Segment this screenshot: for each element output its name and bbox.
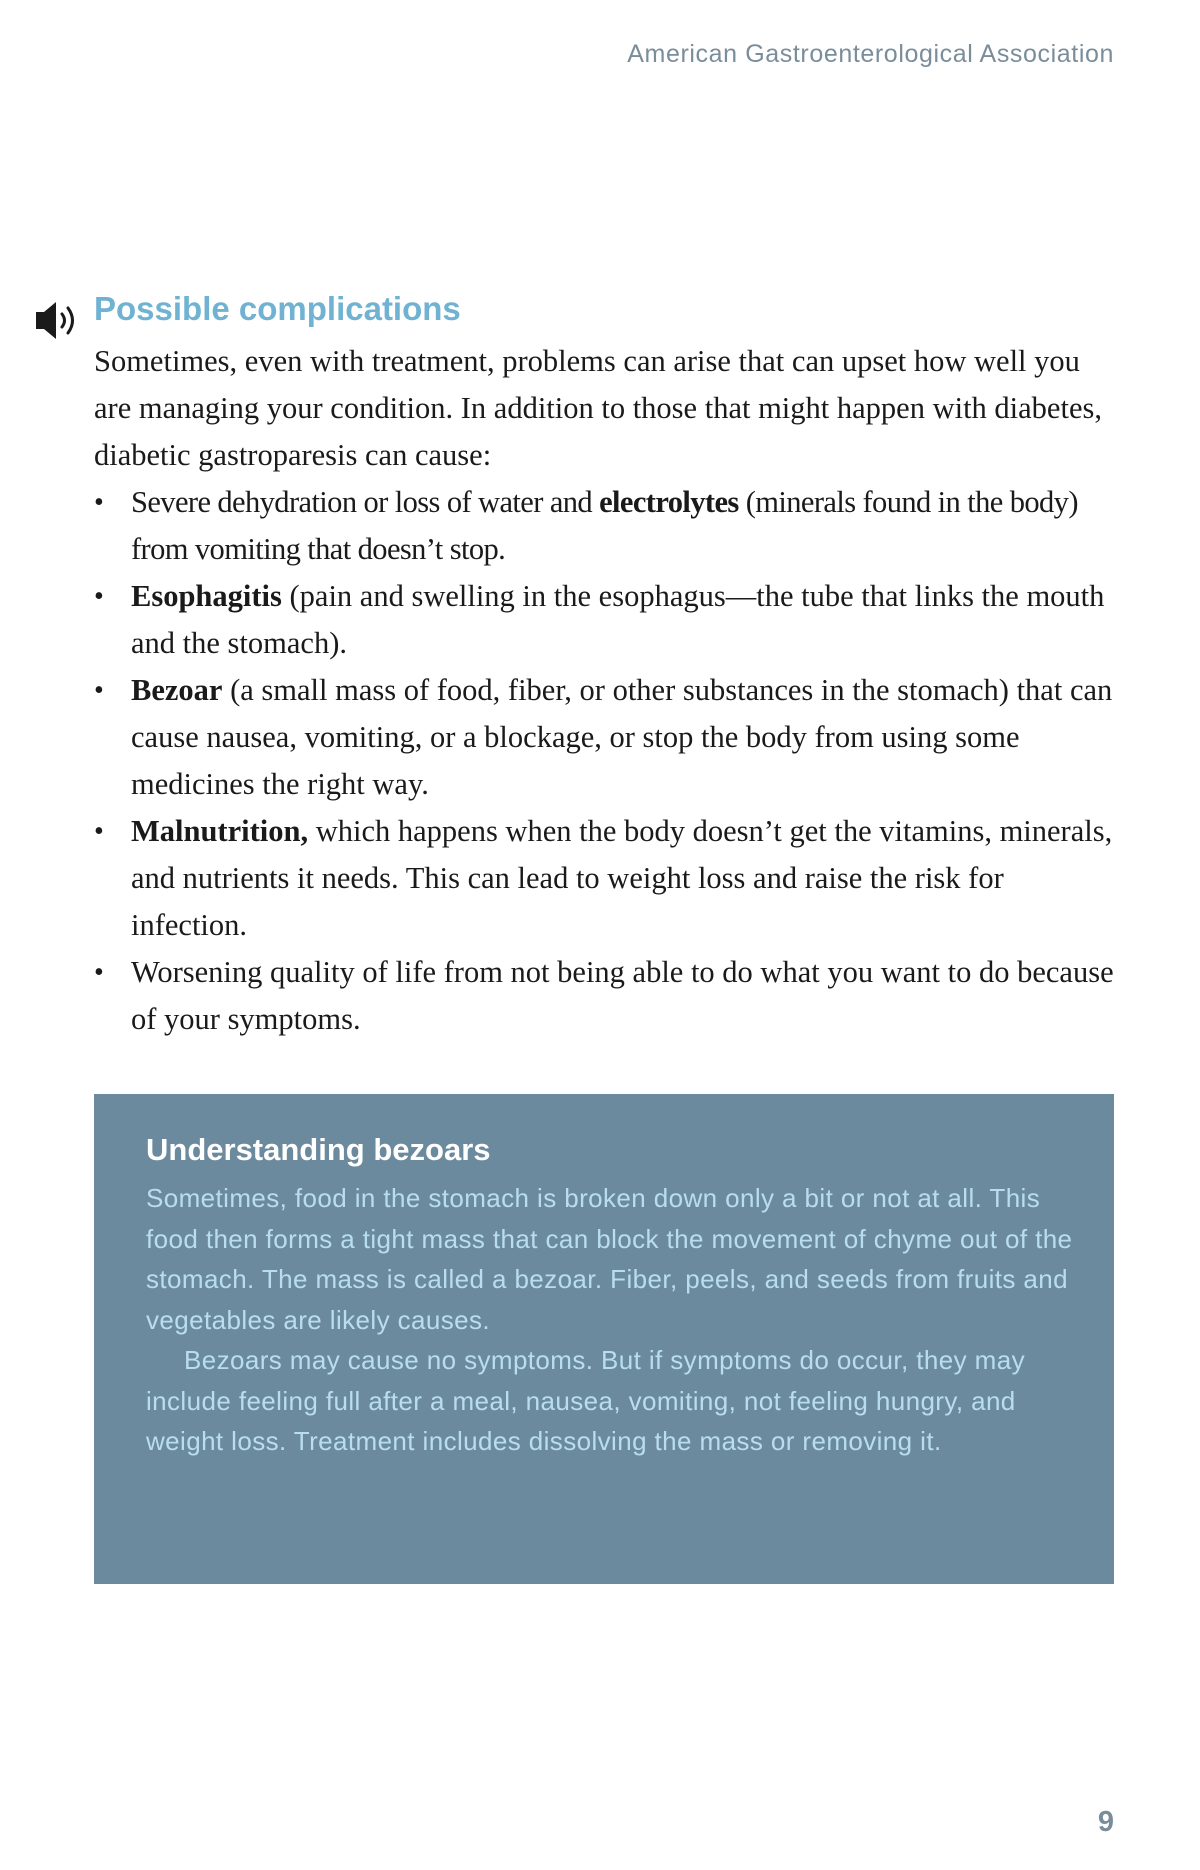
callout-title: Understanding bezoars [146, 1132, 491, 1167]
bullet-icon: • [94, 957, 104, 988]
bullet-icon: • [94, 675, 104, 706]
list-item [94, 479, 1124, 573]
bullet-icon: • [94, 816, 104, 847]
section-title: Possible complications [94, 290, 461, 327]
bullet-icon: • [94, 581, 104, 612]
list-item-text: (pain and swelling in the esophagus—the tube that links the mouth and the stomach). [131, 579, 1105, 660]
list-item-text: (minerals found in the body) from vomiting that doesn’t stop. [131, 485, 1078, 566]
list-item [94, 573, 1124, 667]
list-item-text: which happens when the body doesn’t get the vitamins, minerals, and nutrients it needs. This can lead to weight loss and raise the risk for infection. [131, 814, 1113, 942]
list-item-text: (a small mass of food, fiber, or other substances in the stomach) that can cause nausea, vomiting, or a blockage, or stop the body from using some medicines the right way. [131, 673, 1113, 801]
callout-paragraph: Bezoars may cause no symptoms. But if symptoms do occur, they may include feeling full after a meal, nausea, vomiting, not feeling hungry, and weight loss. Treatment includes dissolving the mass or removing it. [146, 1345, 1025, 1456]
complications-list [94, 479, 1124, 1043]
list-item-text: Worsening quality of life from not being able to do what you want to do because of your symptoms. [131, 955, 1114, 1036]
list-item-text: Severe dehydration or loss of water and [131, 485, 600, 519]
list-item [94, 808, 1124, 949]
list-item-term: Esophagitis [131, 579, 282, 613]
list-item [94, 949, 1124, 1043]
list-item-term: Bezoar [131, 673, 223, 707]
callout-paragraph: Sometimes, food in the stomach is broken down only a bit or not at all. This food then forms a tight mass that can block the movement of chyme out of the stomach. The mass is called a bezoar. Fiber, peels, and seeds from fruits and vegetables are likely causes. [146, 1183, 1073, 1335]
intro-paragraph: Sometimes, even with treatment, problems can arise that can upset how well you are managing your condition. In addition to those that might happen with diabetes, diabetic gastroparesis can cause: [94, 344, 1102, 472]
callout-body [146, 1178, 1076, 1462]
section-content [94, 338, 1124, 1043]
list-item-term: electrolytes [599, 485, 739, 519]
page-header: American Gastroenterological Association [627, 40, 1114, 68]
callout-box [94, 1094, 1114, 1584]
bullet-icon: • [94, 487, 104, 518]
speaker-icon[interactable] [34, 300, 82, 342]
page-number: 9 [1097, 1806, 1114, 1838]
list-item-term: Malnutrition, [131, 814, 309, 848]
list-item [94, 667, 1124, 808]
